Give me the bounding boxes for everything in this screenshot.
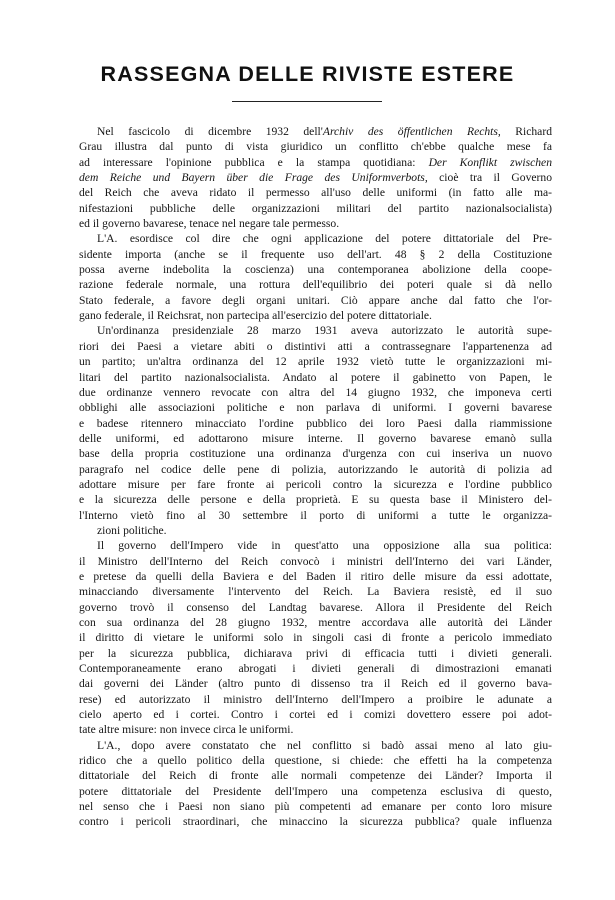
page-title: RASSEGNA DELLE RIVISTE ESTERE: [100, 62, 515, 86]
text-line: ed il governo bavarese, tenace nel negare tale permesso.: [79, 217, 340, 231]
text-line: obblighi alle associazioni politiche e non parlava di uniformi. I governi bavarese: [79, 401, 552, 415]
title-divider: [232, 101, 382, 102]
text-line: ad interessare l'opinione pubblica e la stampa quotidiana: Der Konflikt zwischen: [79, 155, 552, 169]
text-line: dem Reiche und Bayern über die Frage des Uniformverbots, cioè tra il Governo: [79, 171, 552, 185]
text-line: L'A., dopo avere constatato che nel conflitto si badò assai meno al lato giu-: [97, 738, 552, 752]
text-line: potere dittatoriale del Presidente dell'Impero una competenza esclusiva di questo,: [79, 784, 552, 798]
text-line: possa averne indebolita la coscienza) una contemporanea abolizione della coope-: [79, 263, 552, 277]
text-line: e la sicurezza delle persone e della proprietà. E su questa base il Ministero del-: [79, 493, 552, 507]
text-line: il Ministro dell'Interno del Reich convocò i ministri dell'Interno dei vari Länder,: [79, 554, 552, 568]
text-line: nel senso che i Paesi non siano più competenti ad emanare per conto loro misure: [79, 800, 552, 814]
text-line: Stato federale, a favore degli organi unitari. Ciò appare anche dal fatto che l'or-: [79, 293, 552, 307]
text-line: sidente importa (anche se il frequente uso dell'art. 48 § 2 della Costituzione: [79, 247, 552, 261]
text-line: il diritto di vietare le uniformi solo in singoli casi di fronte a pericolo immediato: [79, 631, 552, 645]
text-line: base della propria costituzione una ordinanza d'urgenza con cui inseriva un nuovo: [79, 447, 552, 461]
text-line: paragrafo nel codice delle pene di polizia, autorizzando le autorità di polizia ad: [79, 462, 552, 476]
text-line: Grau illustra dal punto di vista giuridico un conflitto ch'ebbe qualche mese fa: [79, 140, 552, 154]
text-line: razione federale normale, una rottura dell'equilibrio dei poteri quale si dà nello: [79, 278, 552, 292]
text-line: Contemporaneamente erano abrogati i divieti generali di dimostrazioni emanati: [79, 662, 552, 676]
text-line: e pretese da quelli della Baviera e del Baden il ritiro delle misure da essi adottate,: [79, 569, 552, 583]
text-line: L'A. esordisce col dire che ogni applicazione del potere dittatoriale del Pre-: [97, 232, 552, 246]
text-line: governo trovò il consenso del Landtag bavarese. Allora il Presidente del Reich: [79, 600, 552, 614]
text-line: gano federale, il Reichsrat, non partecipa all'esercizio del potere dittatoriale.: [79, 309, 432, 323]
text-line: tate altre misure: non invece circa le uniformi.: [79, 723, 294, 737]
text-line: con sua ordinanza del 28 giugno 1932, mentre accordava alle autorità dei Länder: [79, 616, 552, 629]
text-line: riori dei Paesi a vietare abiti o distintivi atti a contrassegnare l'appartenenza ad: [79, 339, 552, 353]
text-line: ridico che a quello politico della questione, si chiede: che effetti ha la competenza: [79, 754, 552, 768]
text-line: Il governo dell'Impero vide in quest'atto una opposizione alla sua politica:: [97, 539, 552, 553]
text-line: Nel fascicolo di dicembre 1932 dell'Archiv des öffentlichen Rechts, Richard: [97, 125, 552, 138]
text-line: adottare misure per fare fronte ai pericoli contro la sicurezza e l'ordine pubblico: [79, 477, 552, 491]
text-line: e badese ritennero minacciato l'ordine pubblico dei loro Paesi dalla riammissione: [79, 416, 552, 430]
text-line: dittatoriale del Reich di fronte alle normali competenze dei Länder? Importa il: [79, 769, 552, 783]
text-line: del Reich che aveva ridato il permesso all'uso delle uniformi (in fatto alle ma-: [79, 186, 552, 200]
text-line: cielo aperto ed i cortei. Contro i cortei ed i comizi dovettero essere poi adot-: [79, 708, 552, 722]
text-line: Un'ordinanza presidenziale 28 marzo 1931 aveva autorizzato le autorità supe-: [97, 324, 552, 338]
text-line: per la sicurezza pubblica, dichiarava privi di efficacia tutti i divieti generali.: [79, 646, 552, 660]
text-line: rese) ed autorizzato il ministro dell'Interno dell'Impero a proibire le adunate a: [79, 692, 552, 706]
text-line: due ordinanze vennero revocate con altra del 14 giugno 1932, che imponeva certi: [79, 385, 552, 399]
text-line: nifestazioni pubbliche delle organizzazioni militari del partito nazionalsocialista): [79, 201, 552, 215]
text-line: litari del partito nazionalsocialista. Andato al potere il gabinetto von Papen, le: [79, 370, 552, 384]
text-line: l'Interno vietò fino al 30 settembre il porto di uniformi a tutte le organizza-: [79, 508, 552, 522]
text-line: minacciando diversamente l'intervento del Reich. La Baviera resistè, ed il suo: [79, 585, 552, 599]
article-body: [79, 124, 552, 830]
text-line: zioni politiche.: [97, 523, 167, 537]
text-line: delle uniformi, ed adottarono misure interne. Il governo bavarese emanò sulla: [79, 431, 552, 445]
text-line: contro i pericoli straordinari, che minaccino la sicurezza pubblica? quale influenza: [79, 815, 552, 829]
text-line: dai governi dei Länder (altro punto di dissenso tra il Reich ed il governo bava-: [79, 677, 552, 691]
text-line: un partito; un'altra ordinanza del 12 aprile 1932 vietò tutte le organizzazioni mi-: [79, 355, 552, 369]
